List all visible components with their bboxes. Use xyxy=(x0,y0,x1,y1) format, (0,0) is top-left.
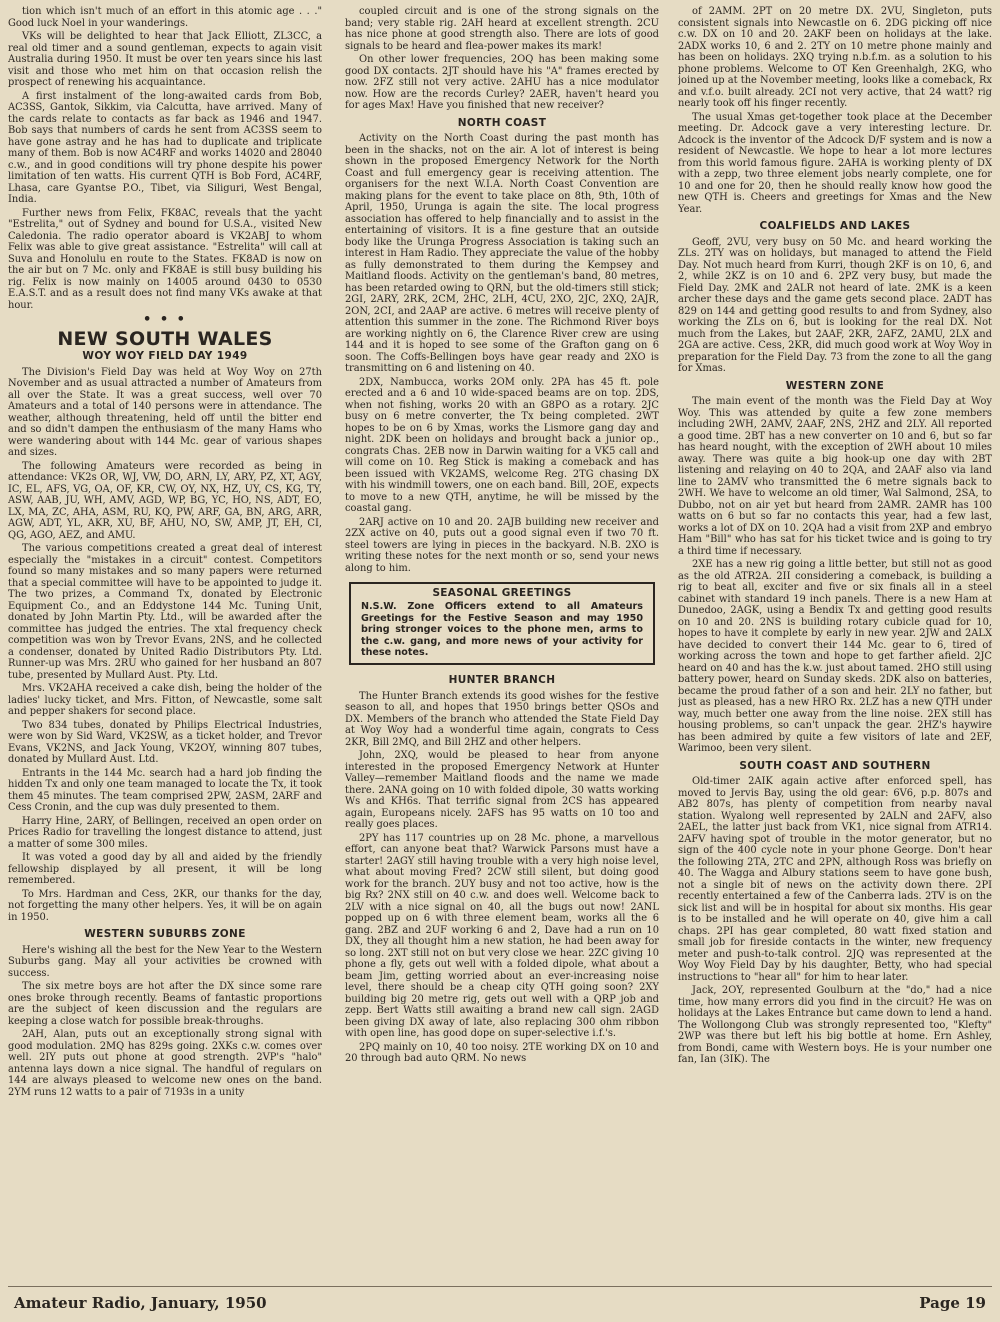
paragraph: VKs will be delighted to hear that Jack Elliott, ZL3CC, a real old timer and a sound gentleman, expects to again visit Australia during 1950. It must be over ten years since his last visit and those who met him on that occasion relish the prospect of renewing his acquaintance. xyxy=(8,31,322,88)
paragraph: Here's wishing all the best for the New Year to the Western Suburbs gang. May all your activities be crowned with success. xyxy=(8,944,322,979)
paragraph: A first instalment of the long-awaited cards from Bob, AC3SS, Gantok, Sikkim, via Calcutta, have arrived. Many of the cards relate to contacts as far back as 1946 and 1947. Bob says that numbers of cards he sent from AC3SS seem to have gone astray and he has had to duplicate and triplicate many of them. Bob is now AC4RF and works 14020 and 28040 c.w., and in good conditions will try phone despite his power limitation of ten watts. His current QTH is Bob Ford, AC4RF, Lhasa, care Gyantse P.O., Tibet, via Siliguri, West Bengal, India. xyxy=(8,90,322,205)
paragraph: The Division's Field Day was held at Woy Woy on 27th November and as usual attracted a number of Amateurs from all over the State. It was a great success, well over 70 Amateurs and a total of 140 persons were in attendance. The weather, although threatening, held off until the bitter end and so didn't dampen the enthusiasm of the many Hams who were wandering about with 144 Mc. gear of various shapes and sizes. xyxy=(8,366,322,458)
box-title: SEASONAL GREETINGS xyxy=(432,587,572,599)
paragraph: Mrs. VK2AHA received a cake dish, being the holder of the ladies' lucky ticket, and Mrs. Fitton, of Newcastle, some salt and pepper shakers for second place. xyxy=(8,683,322,717)
paragraph: The various competitions created a great deal of interest especially the "mistakes in a circuit" contest. Competitors found so many mistakes and so many papers were returned that a special committee will have to be appointed to judge it. The two prizes, a Command Tx, donated by Electronic Equipment Co., and an Eddystone 144 Mc. Tuning Unit, donated by John Martin Pty. Ltd., will be awarded after the committee has judged the entries. The xtal frequency check competition was won by Trevor Evans, 2NS, and he collected a condenser, donated by United Radio Distributors Pty. Ltd. Runner-up was Mrs. 2RU who gained for her husband an 807 tube, presented by Mullard Aust. Pty. Ltd. xyxy=(8,543,322,681)
paragraph: 2ARJ active on 10 and 20. 2AJB building new receiver and 2ZX active on 40, puts out a good signal even if two 70 ft. steel towers are lying in pieces in the backyard. N.B. 2XO is writing these notes for the next month or so, send your news along to him. xyxy=(345,516,659,574)
paragraph: 2XE has a new rig going a little better, but still not as good as the old ATR2A. 2II considering a comeback, is building a rig to beat all, exciter and five or six finals all in a steel cabinet with standard 19 inch panels. There is a new Ham at Dunedoo, 2AGK, using a Bendix Tx and getting good results on 10 and 20. 2NS is building rotary cubicle quad for 10, hopes to have it complete by early in new year. 2JW and 2ALX have decided to convert their 144 Mc. gear to 6, tired of working across the town and hope to get farther afield. 2JC heard on 40 and has the k.w. just about tamed. 2HO still using battery power, heard on Sunday skeds. 2DK also on batteries, became the proud father of a son and heir. 2LY no father, but just as pleased, has a new HRO Rx. 2LZ has a new QTH under way, much better one away from the line noise. 2EX still has housing problems, so can't unpack the gear. 2HZ's haywire has been admired by quite a few visitors of late and 2EF, Warimoo, been very silent. xyxy=(678,559,992,754)
state-heading: NEW SOUTH WALES xyxy=(57,327,273,350)
paragraph: The six metre boys are hot after the DX since some rare ones broke through recently. Beams of fantastic proportions are the subject of keen discussion and the regulars are keeping a close watch for possible break-throughs. xyxy=(8,981,322,1027)
paragraph: Harry Hine, 2ARY, of Bellingen, received an open order on Prices Radio for travelling the longest distance to attend, just a matter of some 300 miles. xyxy=(8,815,322,850)
column-right xyxy=(678,6,992,1282)
paragraph: Old-timer 2AIK again active after enforced spell, has moved to Jervis Bay, using the old gear: 6V6, p.p. 807s and AB2 807s, has plenty of competition from nearby naval station. Wyalong well represented by 2ALN and 2AFV, also 2AEL, the latter just back from VK1, nice signal from ATR14. 2AFV having spot of trouble in the motor generator, but no sign of the 400 cycle note in your phone George. Don't hear the following 2TA, 2TC and 2PN, although Ross was briefly on 40. The Wagga and Albury stations seem to have gone bush, not a single bit of news on the activity down there. 2PI recently entertained a few of the Canberra lads. 2TV is on the sick list and will be in hospital for about six months. His gear is to be installed and he will operate on 40, give him a call chaps. 2PI has gear completed, 80 watt fixed station and small job for fireside contacts in the winter, new frequency meter and push-to-talk control. 2JQ was represented at the Woy Woy Field Day by his daughter, Betty, who had special instructions to "hear all" for him to hear later. xyxy=(678,776,992,983)
paragraph: 2DX, Nambucca, works 2OM only. 2PA has 45 ft. pole erected and a 6 and 10 wide-spaced beams are on top. 2DS, when not fishing, works 20 with an G8PO as a rotary. 2JC busy on 6 metre converter, the Tx being completed. 2WT hopes to be on 6 by Xmas, works the Lismore gang day and night. 2DK been on holidays and brought back a junior op., congrats Chas. 2EB now in Darwin waiting for a VK5 call and will come on 10. Reg Stick is making a comeback and has been issued with VK2AMS, welcome Reg. 2TG chasing DX with his windmill towers, one on each band. Bill, 2OE, expects to move to a new QTH, anytime, he will be missed by the coastal gang. xyxy=(345,376,659,514)
paragraph: Entrants in the 144 Mc. search had a hard job finding the hidden Tx and only one team managed to locate the Tx, it took them 45 minutes. The team comprised 2PW, 2ASM, 2ARF and Cess Cronin, and the cup was duly presented to them. xyxy=(8,767,322,813)
paragraph: The following Amateurs were recorded as being in attendance: VK2s OR, WJ, VW, DO, ARN, LY, ARY, PZ, XT, AGY, IC, EL, AFS, VG, OA, OF, KR, CW, OY, NX, HZ, UY, CS, KG, TY, ASW, AAB, JU, WH, AMV, AGD, WP, BG, YC, HO, NS, ADT, EO, LX, MA, ZC, AHA, ASM, RU, KQ, PW, ARF, GA, BN, ARG, ARR, AGW, ADT, YL, AKR, XU, BF, AHU, NO, SW, AMP, JT, EH, CI, QG, AGO, AEZ, and AMU. xyxy=(8,460,322,541)
paragraph: tion which isn't much of an effort in this atomic age . . ." Good luck Noel in your wanderings. xyxy=(8,6,322,29)
box-body: N.S.W. Zone Officers extend to all Amateurs Greetings for the Festive Season and may 1950 bring stronger voices to the phone men, arms to the c.w. gang, and more news of your activity for these notes. xyxy=(361,601,643,659)
paragraph: Further news from Felix, FK8AC, reveals that the yacht "Estrelita," out of Sydney and bound for U.S.A., visited New Caledonia. The radio operator aboard is VK2ABJ to whom Felix was able to give great assistance. "Estrelita" will call at Suva and Honolulu en route to the States. FK8AD is now on the air but on 7 Mc. only and FK8AE is still busy building his rig. Felix is now mainly on 14005 around 0430 to 0530 E.A.S.T. and as a result does not find many VKs awake at that hour. xyxy=(8,207,322,311)
page-number: Page 19 xyxy=(919,1294,986,1312)
paragraph: On other lower frequencies, 2OQ has been making some good DX contacts. 2JT should have his "A" frames erected by now. 2FZ still not very active. 2AHU has a nice modulator now. How are the records Curley? 2AER, haven't heard you for ages Max! Have you finished that new receiver? xyxy=(345,54,659,111)
column-middle xyxy=(345,6,659,1282)
paragraph: 2AH, Alan, puts out an exceptionally strong signal with good modulation. 2MQ has 829s going. 2XKs c.w. comes over well. 2IY puts out phone at good strength. 2VP's "halo" antenna lays down a nice signal. The handful of regulars on 144 are always pleased to welcome new ones on the band. 2YM runs 12 watts to a pair of 7193s in a unity xyxy=(8,1029,322,1098)
paragraph: The main event of the month was the Field Day at Woy Woy. This was attended by quite a few zone members including 2WH, 2AMV, 2AAF, 2NS, 2HZ and 2LY. All reported a good time. 2BT has a new converter on 10 and 6, but so far has heard nought, with the exception of 2WH about 10 miles away. There was quite a big hook-up one day with 2BT listening and relaying on 40 to 2QA, and 2AAF also via land line to 2AMV who transmitted the 6 metre signals back to 2WH. We have to welcome an old timer, Wal Salmond, 2SA, to Dubbo, not on air yet but heard from 2AMR. 2AMR has 100 watts on 6 but so far no contacts this year, had a few last, works a lot of DX on 10. 2QA had a visit from 2XP and embryo Ham "Bill" who has sat for his ticket twice and is going to try a third time if necessary. xyxy=(678,396,992,557)
page-footer xyxy=(14,1290,986,1318)
paragraph: 2PY has 117 countries up on 28 Mc. phone, a marvellous effort, can anyone beat that? Warwick Parsons must have a starter! 2AGY still having trouble with a very high noise level, what about moving Fred? 2CW still silent, but doing good work for the branch. 2UY busy and not too active, how is the big Rx? 2NX still on 40 c.w. and does well. Welcome back to 2LV with a nice signal on 40, all the bugs out now! 2ANL popped up on 6 with three element beam, works all the 6 gang. 2BZ and 2UF working 6 and 2, Dave had a run on 10 DX, they all thought him a new station, he had been away for so long. 2XT still not on but very close we hear. 2ZC giving 10 phone a fly, gets out well with a folded dipole, what about a beam Jim, getting worried about an ever-increasing noise level, there should be a cheap city QTH going soon? 2XY building big 20 metre rig, gets out well with a QRP job and zepp. Bert Watts still awaiting a brand new call sign. 2AGD been giving DX away of late, also replacing 300 ohm ribbon with open line, has good dope on super-selective i.f.'s. xyxy=(345,832,659,1040)
paragraph: 2PQ mainly on 10, 40 too noisy. 2TE working DX on 10 and 20 through bad auto QRM. No news xyxy=(345,1041,659,1065)
publication-title: Amateur Radio, January, 1950 xyxy=(14,1294,267,1312)
section-divider: • • • xyxy=(143,312,187,327)
paragraph: The Hunter Branch extends its good wishes for the festive season to all, and hopes that 1950 brings better QSOs and DX. Members of the branch who attended the State Field Day at Woy Woy had a wonderful time again, congrats to Cess 2KR, Bill 2MQ, and Bill 2HZ and other helpers. xyxy=(345,690,659,748)
paragraph: John, 2XQ, would be pleased to hear from anyone interested in the proposed Emergency Network at Hunter Valley—remember Maitland floods and the name we made there. 2ANA going on 10 with folded dipole, 30 watts working Ws and KH6s. That terrific signal from 2CS has appeared again, Europeans nicely. 2AFS has 95 watts on 10 too and really goes places. xyxy=(345,750,659,831)
seasonal-greetings-box xyxy=(349,582,655,665)
section-heading: WESTERN ZONE xyxy=(785,379,885,392)
paragraph: of 2AMM. 2PT on 20 metre DX. 2VU, Singleton, puts consistent signals into Newcastle on 6. 2DG picking off nice c.w. DX on 10 and 20. 2AKF been on holidays at the lake. 2ADX works 10, 6 and 2. 2TY on 10 metre phone mainly and has been on holidays. 2XQ trying n.b.f.m. as a solution to his phone problems. Welcome to OT Ken Greenhalgh, 2KG, who joined up at the November meeting, looks like a comeback, Rx and v.f.o. built already. 2CI not very active, that 24 watt? rig nearly took off his finger recently. xyxy=(678,6,992,109)
paragraph: It was voted a good day by all and aided by the friendly fellowship displayed by all present, it will be long remembered. xyxy=(8,852,322,886)
paragraph: The usual Xmas get-together took place at the December meeting. Dr. Adcock gave a very interesting lecture. Dr. Adcock is the inventor of the Adcock D/F system and is now a resident of Newcastle. We hope to hear a lot more lectures from this world famous figure. 2AHA is working plenty of DX with a zepp, two three element jobs nearly complete, one for 10 and one for 20, then he should really know how good the new QTH is. Cheers and greetings for Xmas and the New Year. xyxy=(678,111,992,215)
paragraph: coupled circuit and is one of the strong signals on the band; very stable rig. 2AH heard at excellent strength. 2CU has nice phone at good strength also. There are lots of good signals to be heard and flea-power makes its mark! xyxy=(345,6,659,52)
section-heading: NORTH COAST xyxy=(457,116,547,129)
paragraph: Activity on the North Coast during the past month has been in the shacks, not on the air. A lot of interest is being shown in the proposed Emergency Network for the North Coast and full emergency gear is receiving attention. The organisers for the next W.I.A. North Coast Convention are making plans for the event to take place on 8th, 9th, 10th of April, 1950, Urunga is again the site. The local progress association has offered to help financially and to assist in the entertaining of visitors. It is a fine gesture that an outside body like the Urunga Progress Association is taking such an interest in Ham Radio. They appreciate the value of the hobby as fully demonstrated to them during the Kempsey and Maitland floods. Activity on the gentleman's band, 80 metres, has been retarded owing to QRN, but the old-timers still stick; 2GI, 2ARY, 2RK, 2CM, 2HC, 2LH, 4CU, 2XO, 2JC, 2XQ, 2AJR, 2ON, 2CI, and 2AAP are active. 6 metres will receive plenty of attention this summer in the zone. The Richmond River boys are working nightly on 6, the Clarence River crew are using 144 and it is hoped to see some of the Grafton gang on 6 soon. The Coffs-Bellingen boys have gear ready and 2XO is transmitting on 6 and listening on 40. xyxy=(345,133,659,374)
footer-rule xyxy=(8,1286,992,1287)
paragraph: Two 834 tubes, donated by Philips Electrical Industries, were won by Sid Ward, VK2SW, as a ticket holder, and Trevor Evans, VK2NS, and Jack Young, VK2OY, winning 807 tubes, donated by Mullard Aust. Ltd. xyxy=(8,719,322,765)
column-left xyxy=(8,6,322,1282)
section-heading: HUNTER BRANCH xyxy=(448,674,556,687)
paragraph: To Mrs. Hardman and Cess, 2KR, our thanks for the day, not forgetting the many other helpers. Yes, it will be on again in 1950. xyxy=(8,888,322,923)
section-heading: COALFIELDS AND LAKES xyxy=(759,220,911,232)
section-heading: WOY WOY FIELD DAY 1949 xyxy=(82,350,248,362)
section-heading: WESTERN SUBURBS ZONE xyxy=(84,928,246,940)
paragraph: Jack, 2OY, represented Goulburn at the "do," had a nice time, how many errors did you find in the circuit? He was on holidays at the Lakes Entrance but came down to lend a hand. The Wollongong Club was strongly represented too, "Klefty" 2WP was there but left his big bottle at home. Ern Ashley, from Bondi, came with Western boys. He is your number one fan, Ian (3IK). The xyxy=(678,985,992,1065)
section-heading: SOUTH COAST AND SOUTHERN xyxy=(739,759,931,772)
paragraph: Geoff, 2VU, very busy on 50 Mc. and heard working the ZLs. 2TY was on holidays, but managed to attend the Field Day. Not much heard from Kurri, though 2KF is on 10, 6, and 2, while 2KZ is on 10 and 6. 2PZ very busy, but made the Field Day. 2MK and 2ALR not heard of late. 2MK is a keen archer these days and the game gets second place. 2ADT has 829 on 144 and getting good results to and from Sydney, also working the ZLs on 6, but is looking for the real DX. Not much from the Lakes, but 2AAF, 2KR, 2AFZ, 2AMU, 2LX and 2GA are active. Cess, 2KR, did much good work at Woy Woy in preparation for the Field Day. 73 from the zone to all the gang for Xmas. xyxy=(678,236,992,374)
